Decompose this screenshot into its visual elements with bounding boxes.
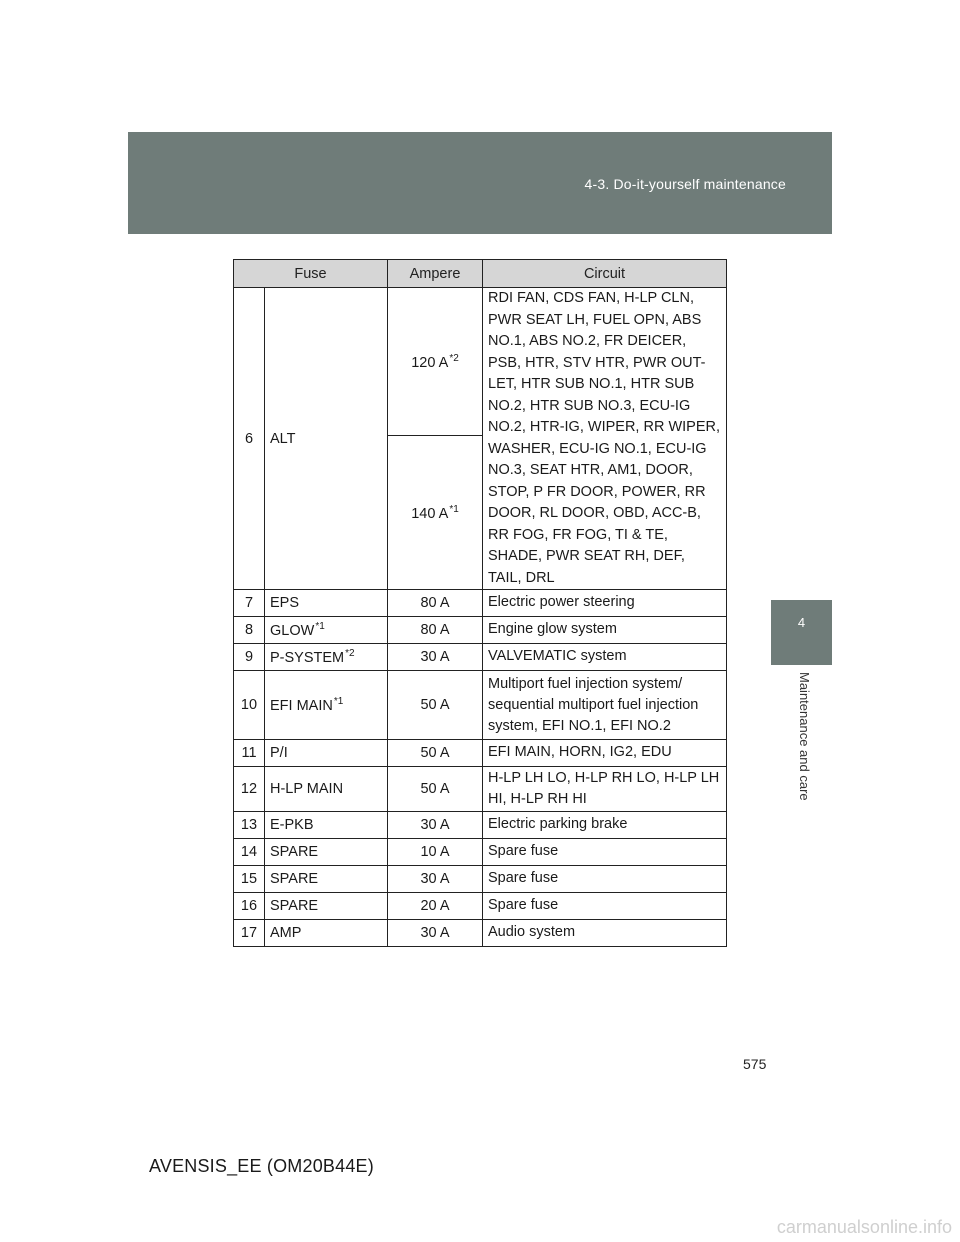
table-row xyxy=(234,893,727,920)
fuse-circuit: Spare fuse xyxy=(483,893,727,920)
fuse-ampere: 20 A xyxy=(388,893,483,920)
fuse-number: 14 xyxy=(234,839,265,866)
header-ampere: Ampere xyxy=(388,260,483,288)
table-row xyxy=(234,920,727,947)
ampere-value: 140 A xyxy=(411,505,449,522)
fuse-name xyxy=(265,839,388,866)
fuse-name-text: P-SYSTEM xyxy=(270,650,345,666)
fuse-ampere: 50 A xyxy=(388,740,483,767)
fuse-number: 16 xyxy=(234,893,265,920)
fuse-number: 11 xyxy=(234,740,265,767)
fuse-name xyxy=(265,893,388,920)
fuse-name-text: E-PKB xyxy=(270,817,314,833)
chapter-tab xyxy=(771,600,832,665)
fuse-name: ALT xyxy=(265,288,388,590)
fuse-name-text: GLOW xyxy=(270,623,315,639)
fuse-circuit: VALVEMATIC system xyxy=(483,644,727,671)
footnote-mark: *1 xyxy=(449,503,459,515)
table-row xyxy=(234,839,727,866)
fuse-name xyxy=(265,617,388,644)
table-row xyxy=(234,740,727,767)
table-row xyxy=(234,590,727,617)
fuse-name xyxy=(265,671,388,740)
table-header-row xyxy=(234,260,727,288)
fuse-ampere: 50 A xyxy=(388,767,483,812)
chapter-title: Maintenance and care xyxy=(797,672,812,801)
fuse-name xyxy=(265,590,388,617)
fuse-number: 12 xyxy=(234,767,265,812)
fuse-circuit: RDI FAN, CDS FAN, H-LP CLN, PWR SEAT LH, FUEL OPN, ABS NO.1, ABS NO.2, FR DEICER, PSB, HTR, STV HTR, PWR OUT-LET, HTR SUB NO.1, HTR SUB NO.2, HTR SUB NO.3, ECU-IG NO.2, HTR-IG, WIPER, RR WIPER, WASHER, ECU-IG NO.1, ECU-IG NO.3, SEAT HTR, AM1, DOOR, STOP, P FR DOOR, POWER, RR DOOR, RL DOOR, OBD, ACC-B, RR FOG, FR FOG, TI & TE, SHADE, PWR SEAT RH, DEF, TAIL, DRL xyxy=(483,288,727,590)
fuse-number: 6 xyxy=(234,288,265,590)
fuse-ampere xyxy=(388,436,483,590)
fuse-circuit: Electric power steering xyxy=(483,590,727,617)
fuse-ampere: 80 A xyxy=(388,590,483,617)
fuse-number: 7 xyxy=(234,590,265,617)
fuse-circuit: Audio system xyxy=(483,920,727,947)
fuse-number: 9 xyxy=(234,644,265,671)
footnote-mark: *1 xyxy=(333,696,344,707)
fuse-name xyxy=(265,920,388,947)
fuse-circuit: EFI MAIN, HORN, IG2, EDU xyxy=(483,740,727,767)
fuse-name-text: SPARE xyxy=(270,871,319,887)
fuse-name-text: EFI MAIN xyxy=(270,698,333,714)
fuse-ampere xyxy=(388,288,483,436)
page-number: 575 xyxy=(743,1056,767,1072)
fuse-table xyxy=(233,259,727,947)
fuse-number: 8 xyxy=(234,617,265,644)
fuse-ampere: 30 A xyxy=(388,866,483,893)
fuse-circuit: Multiport fuel injection system/ sequential multiport fuel injection system, EFI NO.1, EFI NO.2 xyxy=(483,671,727,740)
fuse-ampere: 30 A xyxy=(388,812,483,839)
fuse-name-text: SPARE xyxy=(270,844,319,860)
fuse-ampere: 50 A xyxy=(388,671,483,740)
fuse-circuit: H-LP LH LO, H-LP RH LO, H-LP LH HI, H-LP RH HI xyxy=(483,767,727,812)
fuse-circuit: Engine glow system xyxy=(483,617,727,644)
fuse-number: 15 xyxy=(234,866,265,893)
fuse-number: 10 xyxy=(234,671,265,740)
fuse-name-text: SPARE xyxy=(270,898,319,914)
fuse-name-text: P/I xyxy=(270,745,288,761)
table-row xyxy=(234,617,727,644)
fuse-number: 13 xyxy=(234,812,265,839)
fuse-ampere: 30 A xyxy=(388,920,483,947)
header-circuit: Circuit xyxy=(483,260,727,288)
footnote-mark: *2 xyxy=(449,352,459,364)
footnote-mark: *2 xyxy=(345,648,355,659)
table-row xyxy=(234,288,727,436)
ampere-value: 120 A xyxy=(411,354,449,371)
header-fuse: Fuse xyxy=(234,260,388,288)
fuse-circuit: Electric parking brake xyxy=(483,812,727,839)
fuse-name-text: AMP xyxy=(270,925,302,941)
fuse-name xyxy=(265,644,388,671)
table-row xyxy=(234,644,727,671)
fuse-circuit: Spare fuse xyxy=(483,866,727,893)
fuse-name-text: H-LP MAIN xyxy=(270,781,344,797)
table-row xyxy=(234,671,727,740)
fuse-name xyxy=(265,812,388,839)
fuse-number: 17 xyxy=(234,920,265,947)
section-title: 4-3. Do-it-yourself maintenance xyxy=(584,176,786,192)
fuse-ampere: 80 A xyxy=(388,617,483,644)
fuse-name xyxy=(265,767,388,812)
fuse-ampere: 30 A xyxy=(388,644,483,671)
footer-model-code: AVENSIS_EE (OM20B44E) xyxy=(149,1156,374,1176)
fuse-name-text: EPS xyxy=(270,595,300,611)
fuse-circuit: Spare fuse xyxy=(483,839,727,866)
fuse-ampere: 10 A xyxy=(388,839,483,866)
fuse-name xyxy=(265,740,388,767)
watermark: carmanualsonline.info xyxy=(776,1217,952,1237)
footnote-mark: *1 xyxy=(315,621,325,632)
table-row xyxy=(234,767,727,812)
chapter-number: 4 xyxy=(797,615,806,630)
section-header-bar xyxy=(128,132,832,234)
table-row xyxy=(234,866,727,893)
table-row xyxy=(234,812,727,839)
fuse-name xyxy=(265,866,388,893)
